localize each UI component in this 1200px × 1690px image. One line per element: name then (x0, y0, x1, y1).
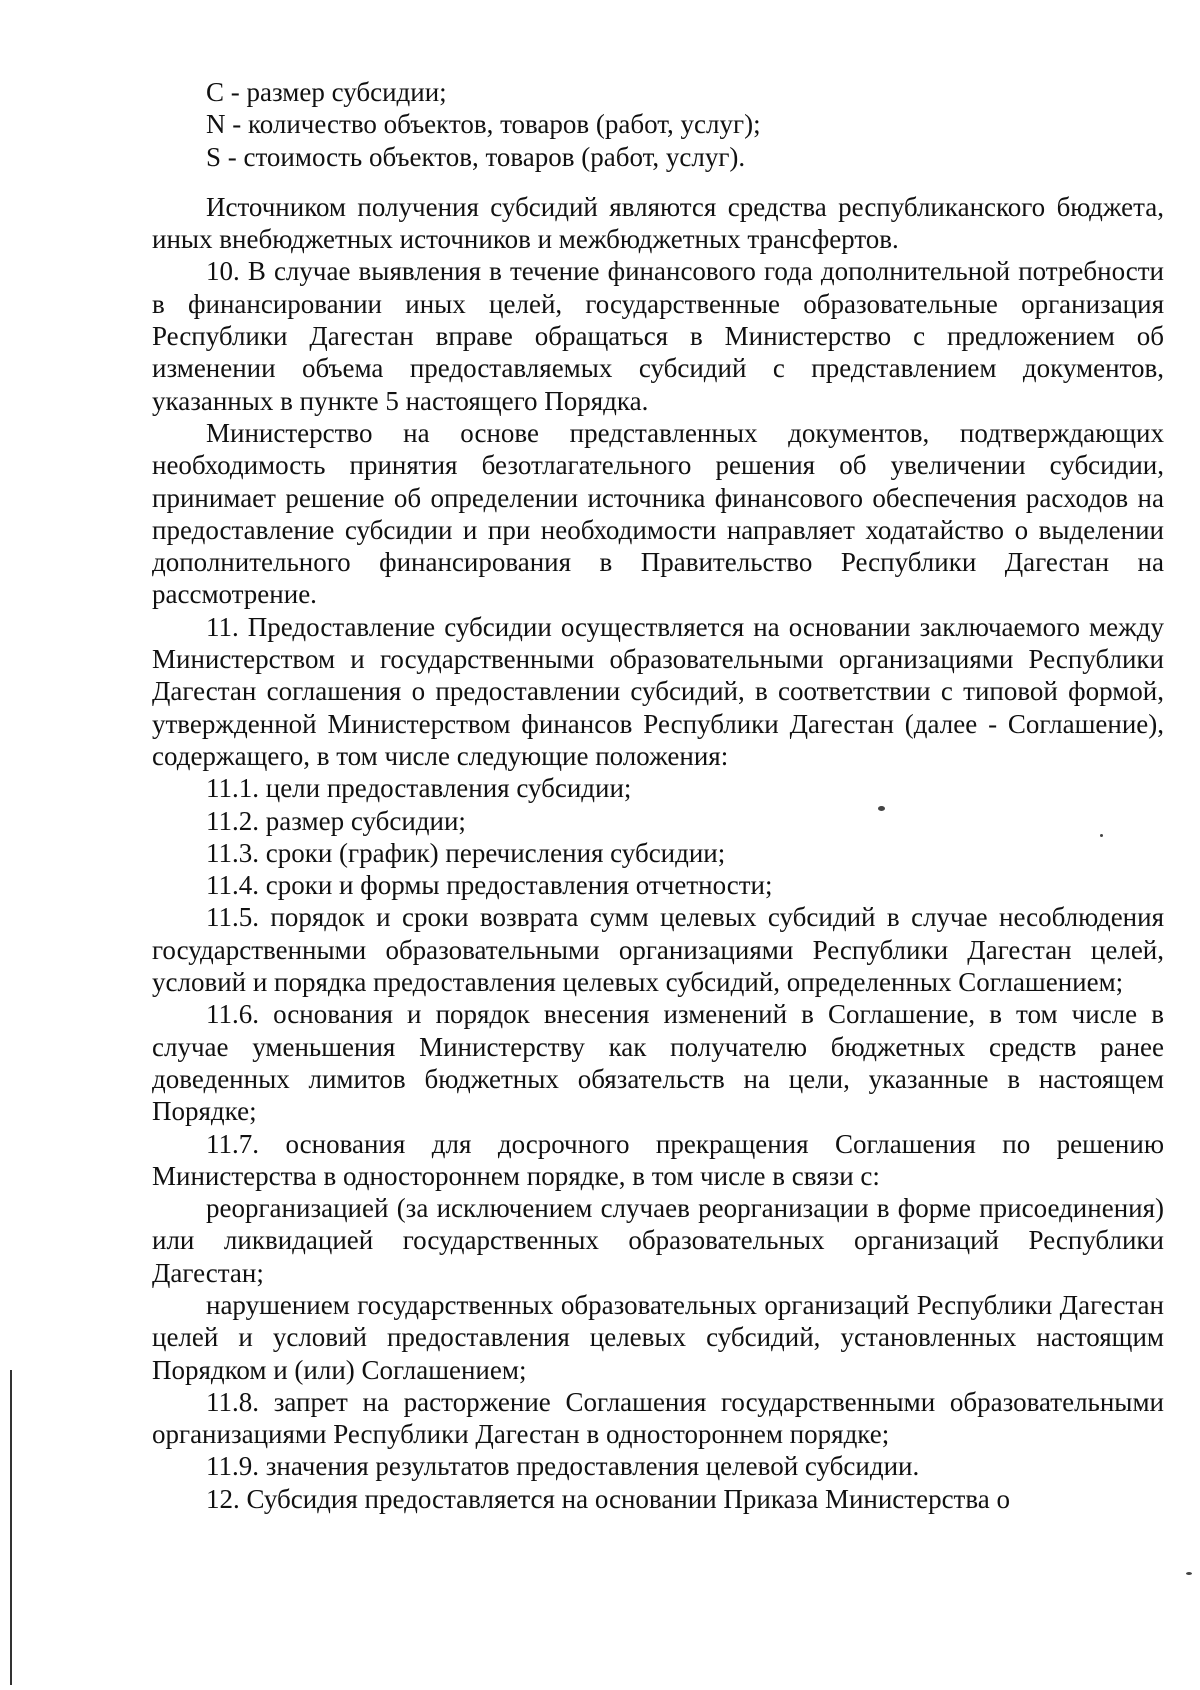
scan-speck (878, 806, 885, 811)
scan-speck (1186, 1572, 1192, 1575)
list-item: 11.9. значения результатов предоставления целевой субсидии. (206, 1451, 920, 1482)
list-item: 11.5. порядок и сроки возврата сумм целевых субсидий в случае несоблюдения государственными образовательными организациями Республики Дагестан целей, условий и порядка предоставления целевых субсидий, определенных Соглашением; (152, 902, 1164, 998)
paragraph: 10. В случае выявления в течение финансового года дополнительной потребности в финансировании иных целей, государственные образовательные организация Республики Дагестан вправе обращаться в Министерство с предложением об изменении объема предоставляемых субсидий с представлением документов, указанных в пункте 5 настоящего Порядка. (152, 256, 1164, 416)
list-item: 11.1. цели предоставления субсидии; (206, 773, 632, 804)
list-item: 11.2. размер субсидии; (206, 805, 466, 836)
scan-speck (1100, 834, 1103, 837)
list-item: 11.6. основания и порядок внесения изменений в Соглашение, в том числе в случае уменьшения Министерству как получателю бюджетных средств ранее доведенных лимитов бюджетных обязательств на цели, указанные в настоящем Порядке; (152, 999, 1164, 1127)
list-item: 11.7. основания для досрочного прекращения Соглашения по решению Министерства в одностороннем порядке, в том числе в связи с: (152, 1128, 1164, 1191)
paragraph: 12. Субсидия предоставляется на основании Приказа Министерства о (206, 1483, 1010, 1514)
list-item: 11.3. сроки (график) перечисления субсидии; (206, 837, 726, 868)
list-item: 11.8. запрет на расторжение Соглашения государственными образовательными организациями Республики Дагестан в одностороннем порядке; (152, 1386, 1164, 1450)
scan-edge-line (10, 1370, 12, 1685)
paragraph: 11. Предоставление субсидии осуществляется на основании заключаемого между Министерством и государственными образовательными организациями Республики Дагестан соглашения о предоставлении субсидий, в соответствии с типовой формой, утвержденной Министерством финансов Республики Дагестан (далее - Соглашение), содержащего, в том числе следующие положения: (152, 611, 1164, 771)
definition-line: S - стоимость объектов, товаров (работ, услуг). (206, 141, 746, 172)
definition-line: С - размер субсидии; (206, 77, 447, 107)
document-page (152, 76, 1164, 1515)
sub-item: нарушением государственных образовательных организаций Республики Дагестан целей и условий предоставления целевых субсидий, установленных настоящим Порядком и (или) Соглашением; (152, 1289, 1164, 1385)
definition-line: N - количество объектов, товаров (работ, услуг); (206, 109, 761, 140)
list-item: 11.4. сроки и формы предоставления отчетности; (206, 870, 773, 901)
sub-item: реорганизацией (за исключением случаев реорганизации в форме присоединения) или ликвидацией государственных образовательных организаций Республики Дагестан; (152, 1193, 1164, 1288)
paragraph: Министерство на основе представленных документов, подтверждающих необходимость принятия безотлагательного решения об увеличении субсидии, принимает решение об определении источника финансового обеспечения расходов на предоставление субсидии и при необходимости направляет ходатайство о выделении дополнительного финансирования в Правительство Республики Дагестан на рассмотрение. (152, 417, 1164, 610)
paragraph: Источником получения субсидий являются средства республиканского бюджета, иных внебюджетных источников и межбюджетных трансфертов. (152, 191, 1164, 255)
